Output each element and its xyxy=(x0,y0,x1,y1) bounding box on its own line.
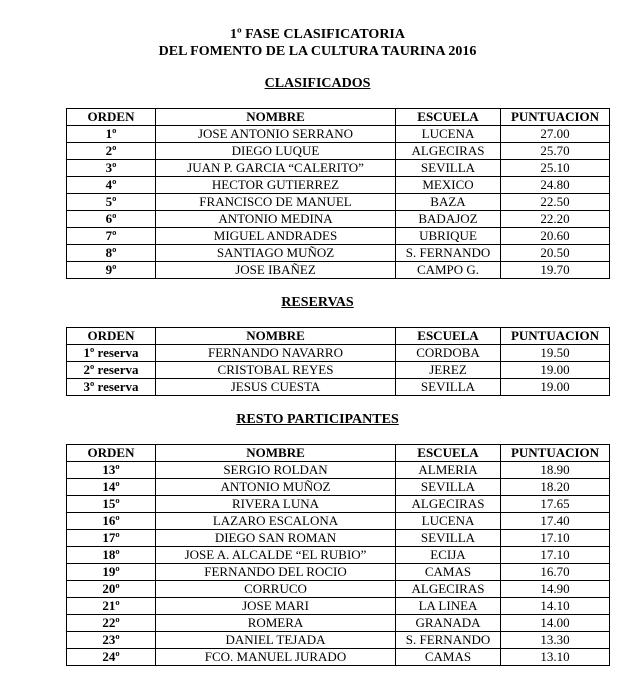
row-puntuacion: 19.00 xyxy=(501,379,610,396)
row-orden: 19º xyxy=(67,564,156,581)
row-nombre: DIEGO SAN ROMAN xyxy=(156,530,396,547)
row-orden: 4º xyxy=(67,177,156,194)
row-puntuacion: 25.10 xyxy=(501,160,610,177)
header-orden: ORDEN xyxy=(67,328,156,345)
row-orden: 17º xyxy=(67,530,156,547)
row-escuela: BADAJOZ xyxy=(396,211,501,228)
row-puntuacion: 13.10 xyxy=(501,649,610,666)
row-orden: 16º xyxy=(67,513,156,530)
table-header-row xyxy=(67,328,610,345)
row-escuela: SEVILLA xyxy=(396,479,501,496)
row-nombre: JOSE A. ALCALDE “EL RUBIO” xyxy=(156,547,396,564)
header-orden: ORDEN xyxy=(67,109,156,126)
row-puntuacion: 14.10 xyxy=(501,598,610,615)
table-row xyxy=(67,547,610,564)
table-row xyxy=(67,496,610,513)
table-row xyxy=(67,564,610,581)
table-row xyxy=(67,211,610,228)
row-orden: 3º reserva xyxy=(67,379,156,396)
row-nombre: CRISTOBAL REYES xyxy=(156,362,396,379)
row-puntuacion: 17.40 xyxy=(501,513,610,530)
table-row xyxy=(67,362,610,379)
row-puntuacion: 13.30 xyxy=(501,632,610,649)
table-row xyxy=(67,649,610,666)
row-orden: 2º reserva xyxy=(67,362,156,379)
row-puntuacion: 17.65 xyxy=(501,496,610,513)
row-nombre: ANTONIO MUÑOZ xyxy=(156,479,396,496)
row-puntuacion: 24.80 xyxy=(501,177,610,194)
row-orden: 20º xyxy=(67,581,156,598)
row-puntuacion: 16.70 xyxy=(501,564,610,581)
row-puntuacion: 17.10 xyxy=(501,547,610,564)
row-nombre: DANIEL TEJADA xyxy=(156,632,396,649)
row-orden: 22º xyxy=(67,615,156,632)
row-puntuacion: 18.20 xyxy=(501,479,610,496)
row-orden: 7º xyxy=(67,228,156,245)
row-nombre: SERGIO ROLDAN xyxy=(156,462,396,479)
row-puntuacion: 25.70 xyxy=(501,143,610,160)
row-nombre: SANTIAGO MUÑOZ xyxy=(156,245,396,262)
row-nombre: LAZARO ESCALONA xyxy=(156,513,396,530)
row-orden: 1º xyxy=(67,126,156,143)
header-puntuacion: PUNTUACION xyxy=(501,328,610,345)
table-row xyxy=(67,160,610,177)
row-puntuacion: 20.50 xyxy=(501,245,610,262)
row-puntuacion: 14.90 xyxy=(501,581,610,598)
row-orden: 2º xyxy=(67,143,156,160)
row-escuela: CAMAS xyxy=(396,564,501,581)
table-row xyxy=(67,177,610,194)
row-nombre: FERNANDO DEL ROCIO xyxy=(156,564,396,581)
row-nombre: FRANCISCO DE MANUEL xyxy=(156,194,396,211)
table-row xyxy=(67,245,610,262)
header-nombre: NOMBRE xyxy=(156,109,396,126)
row-nombre: RIVERA LUNA xyxy=(156,496,396,513)
row-escuela: SEVILLA xyxy=(396,160,501,177)
row-nombre: CORRUCO xyxy=(156,581,396,598)
row-orden: 15º xyxy=(67,496,156,513)
table-row xyxy=(67,479,610,496)
row-orden: 6º xyxy=(67,211,156,228)
row-escuela: CAMPO G. xyxy=(396,262,501,279)
clasificados-table xyxy=(66,108,610,279)
table-row xyxy=(67,143,610,160)
row-escuela: ALGECIRAS xyxy=(396,496,501,513)
row-escuela: GRANADA xyxy=(396,615,501,632)
row-nombre: ANTONIO MEDINA xyxy=(156,211,396,228)
header-escuela: ESCUELA xyxy=(396,109,501,126)
document-title-line1: 1º FASE CLASIFICATORIA xyxy=(230,27,405,42)
row-nombre: JOSE MARI xyxy=(156,598,396,615)
row-orden: 24º xyxy=(67,649,156,666)
row-nombre: MIGUEL ANDRADES xyxy=(156,228,396,245)
row-orden: 21º xyxy=(67,598,156,615)
table-row xyxy=(67,530,610,547)
row-puntuacion: 17.10 xyxy=(501,530,610,547)
table-row xyxy=(67,513,610,530)
table-row xyxy=(67,598,610,615)
header-puntuacion: PUNTUACION xyxy=(501,109,610,126)
table-row xyxy=(67,194,610,211)
table-row xyxy=(67,228,610,245)
row-orden: 23º xyxy=(67,632,156,649)
row-nombre: FCO. MANUEL JURADO xyxy=(156,649,396,666)
row-escuela: SEVILLA xyxy=(396,379,501,396)
row-puntuacion: 14.00 xyxy=(501,615,610,632)
row-nombre: HECTOR GUTIERREZ xyxy=(156,177,396,194)
row-escuela: UBRIQUE xyxy=(396,228,501,245)
row-puntuacion: 19.00 xyxy=(501,362,610,379)
table-row xyxy=(67,615,610,632)
row-nombre: ROMERA xyxy=(156,615,396,632)
row-nombre: JOSE ANTONIO SERRANO xyxy=(156,126,396,143)
row-orden: 3º xyxy=(67,160,156,177)
row-escuela: MEXICO xyxy=(396,177,501,194)
row-nombre: DIEGO LUQUE xyxy=(156,143,396,160)
table-row xyxy=(67,379,610,396)
header-escuela: ESCUELA xyxy=(396,445,501,462)
row-escuela: ECIJA xyxy=(396,547,501,564)
row-puntuacion: 22.50 xyxy=(501,194,610,211)
table-row xyxy=(67,632,610,649)
row-escuela: LUCENA xyxy=(396,513,501,530)
row-orden: 1º reserva xyxy=(67,345,156,362)
row-puntuacion: 20.60 xyxy=(501,228,610,245)
row-orden: 8º xyxy=(67,245,156,262)
table-header-row xyxy=(67,445,610,462)
row-escuela: ALGECIRAS xyxy=(396,143,501,160)
row-escuela: LUCENA xyxy=(396,126,501,143)
table-row xyxy=(67,345,610,362)
section-title-clasificados: CLASIFICADOS xyxy=(264,76,371,91)
row-escuela: ALGECIRAS xyxy=(396,581,501,598)
row-orden: 18º xyxy=(67,547,156,564)
row-puntuacion: 22.20 xyxy=(501,211,610,228)
row-escuela: S. FERNANDO xyxy=(396,632,501,649)
header-nombre: NOMBRE xyxy=(156,328,396,345)
row-escuela: CORDOBA xyxy=(396,345,501,362)
row-escuela: S. FERNANDO xyxy=(396,245,501,262)
row-escuela: ALMERIA xyxy=(396,462,501,479)
row-escuela: JEREZ xyxy=(396,362,501,379)
row-orden: 14º xyxy=(67,479,156,496)
header-puntuacion: PUNTUACION xyxy=(501,445,610,462)
table-row xyxy=(67,126,610,143)
header-nombre: NOMBRE xyxy=(156,445,396,462)
header-orden: ORDEN xyxy=(67,445,156,462)
table-row xyxy=(67,581,610,598)
row-escuela: BAZA xyxy=(396,194,501,211)
row-orden: 9º xyxy=(67,262,156,279)
reservas-table xyxy=(66,327,610,396)
section-title-resto: RESTO PARTICIPANTES xyxy=(236,412,399,427)
row-nombre: JESUS CUESTA xyxy=(156,379,396,396)
resto-table xyxy=(66,444,610,666)
row-escuela: SEVILLA xyxy=(396,530,501,547)
row-nombre: FERNANDO NAVARRO xyxy=(156,345,396,362)
section-title-reservas: RESERVAS xyxy=(281,295,354,310)
document-title-line2: DEL FOMENTO DE LA CULTURA TAURINA 2016 xyxy=(158,44,477,59)
table-row xyxy=(67,262,610,279)
row-puntuacion: 19.50 xyxy=(501,345,610,362)
row-orden: 5º xyxy=(67,194,156,211)
table-row xyxy=(67,462,610,479)
row-orden: 13º xyxy=(67,462,156,479)
row-escuela: CAMAS xyxy=(396,649,501,666)
row-escuela: LA LINEA xyxy=(396,598,501,615)
row-nombre: JUAN P. GARCIA “CALERITO” xyxy=(156,160,396,177)
row-puntuacion: 19.70 xyxy=(501,262,610,279)
header-escuela: ESCUELA xyxy=(396,328,501,345)
row-puntuacion: 27.00 xyxy=(501,126,610,143)
table-header-row xyxy=(67,109,610,126)
row-puntuacion: 18.90 xyxy=(501,462,610,479)
row-nombre: JOSE IBAÑEZ xyxy=(156,262,396,279)
